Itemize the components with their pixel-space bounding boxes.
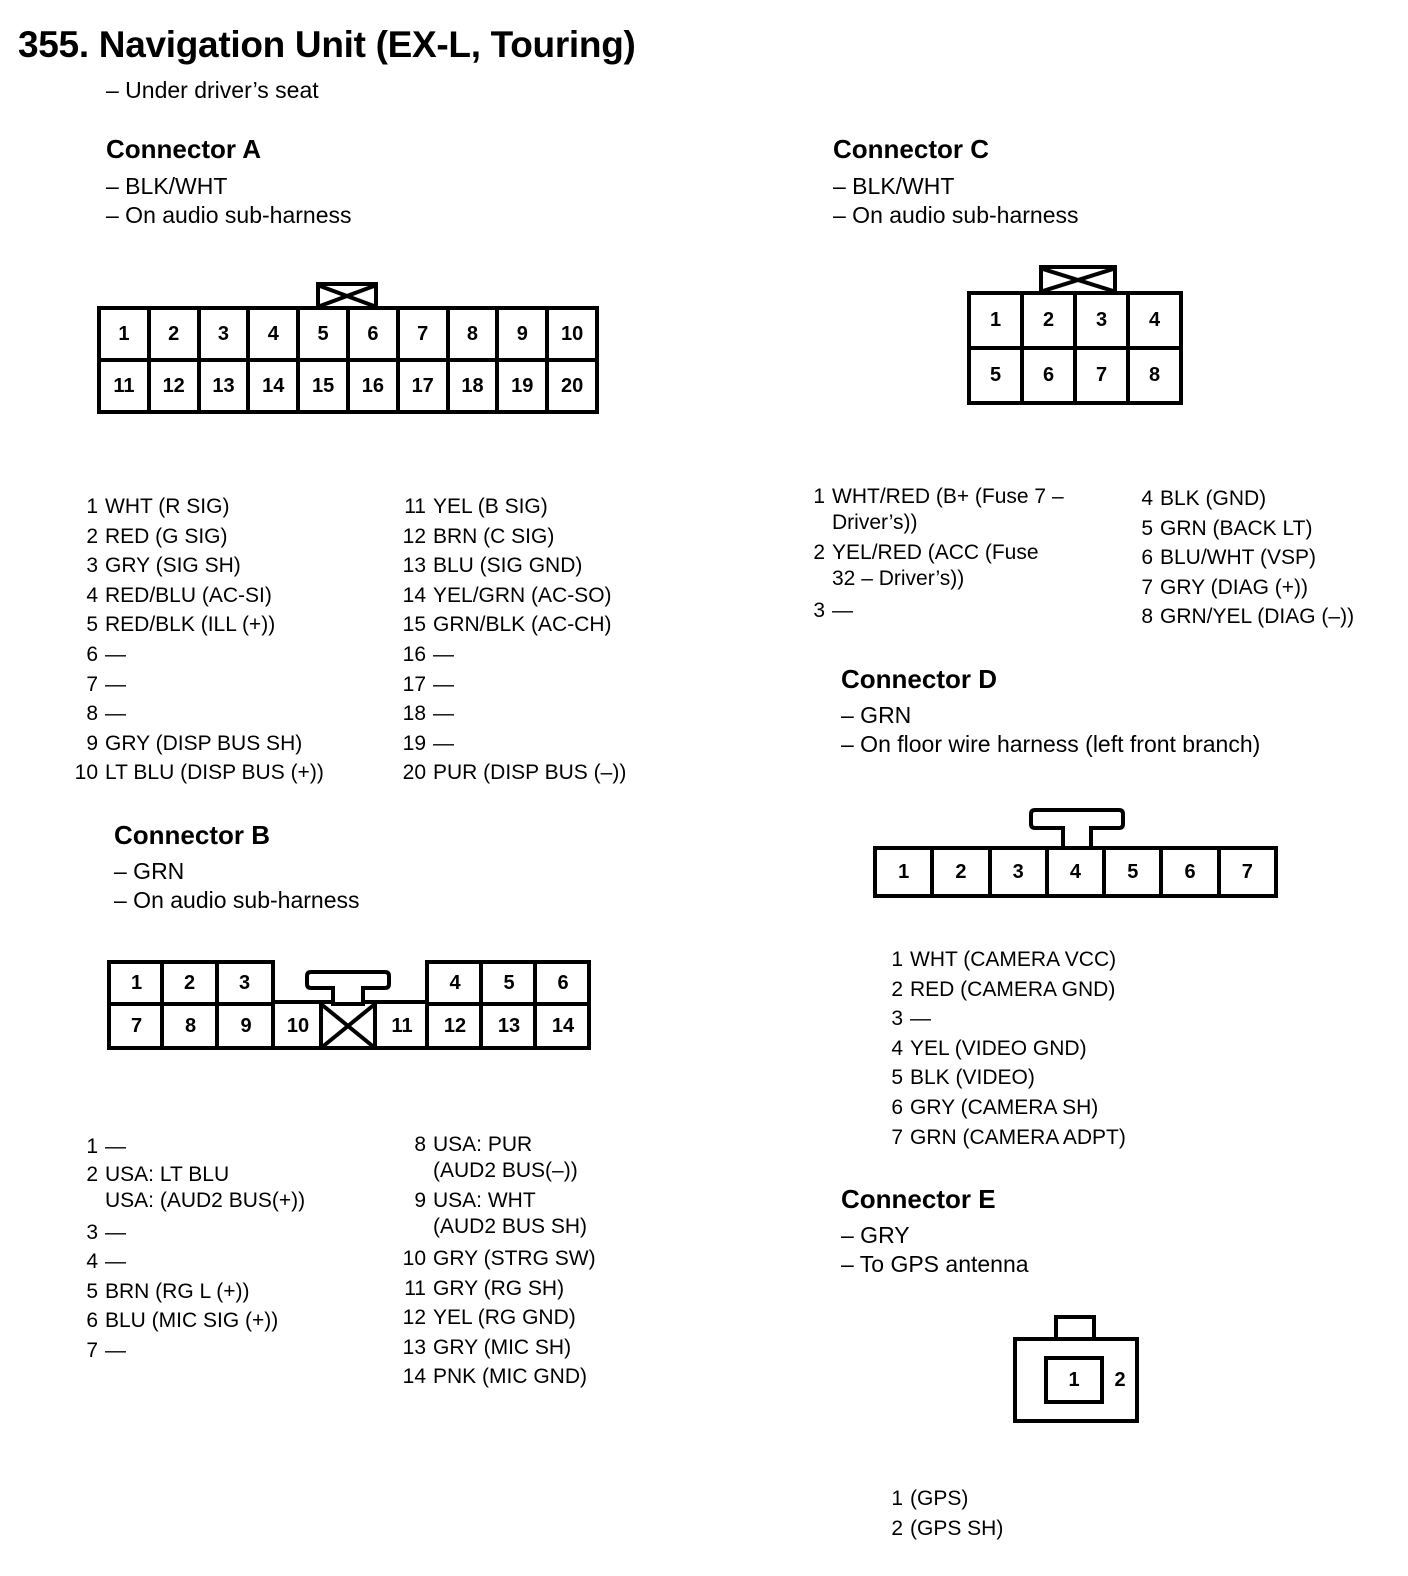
connector-a-pin: 16	[350, 362, 396, 410]
pin-list-row	[70, 729, 324, 759]
connector-b-pin: 12	[443, 1014, 467, 1037]
connector-b-title: Connector B	[114, 820, 270, 850]
pin-list-row	[398, 758, 626, 788]
pin-list-row	[398, 1333, 596, 1363]
pin-list-row	[1125, 602, 1354, 632]
connector-d-pin: 4	[1049, 850, 1102, 894]
connector-b-pin: 9	[240, 1014, 252, 1037]
pin-description: BRN (C SIG)	[433, 524, 555, 548]
pin-description: YEL/GRN (AC-SO)	[433, 583, 612, 607]
connector-a-pin: 15	[300, 362, 346, 410]
connector-b-pin: 11	[391, 1014, 413, 1037]
pin-number: 17	[402, 672, 426, 696]
pin-list-row	[1125, 573, 1354, 603]
pin-number: 14	[402, 1365, 426, 1389]
connector-d-pin: 7	[1221, 850, 1274, 894]
connector-b-color: – GRN	[114, 858, 185, 884]
connector-e-location: – To GPS antenna	[841, 1251, 1029, 1277]
pin-list-row	[398, 729, 626, 759]
pin-list-row	[70, 1336, 305, 1366]
pin-description: —	[832, 599, 853, 622]
connector-b-pin-list-left	[70, 1132, 305, 1366]
pin-description: —	[105, 1338, 126, 1362]
pin-number: 5	[86, 1279, 98, 1303]
pin-number: 3	[813, 599, 825, 622]
pin-number: 6	[86, 1309, 98, 1333]
pin-number: 5	[1141, 516, 1153, 540]
pin-description: GRY (CAMERA SH)	[910, 1095, 1099, 1119]
pin-description: —	[433, 642, 454, 666]
pin-list-row	[398, 551, 626, 581]
pin-description: PUR (DISP BUS (–))	[433, 761, 627, 785]
connector-d-location: – On floor wire harness (left front branch)	[841, 731, 1261, 757]
connector-b-pin: 2	[183, 971, 196, 994]
pin-number: 14	[402, 583, 426, 607]
pin-description: BLU (MIC SIG (+))	[105, 1309, 279, 1333]
pin-list-row	[70, 1247, 305, 1277]
connector-a-pin: 2	[151, 310, 197, 358]
connector-c-pin: 4	[1130, 295, 1179, 346]
pin-list-row	[797, 540, 1064, 592]
pin-number: 2	[891, 1516, 903, 1540]
pin-number: 11	[404, 1276, 426, 1300]
pin-number: 4	[891, 1036, 903, 1060]
pin-number: 6	[1141, 546, 1153, 570]
connector-c-pin: 8	[1130, 350, 1179, 401]
pin-description: USA: PUR (AUD2 BUS(–))	[433, 1133, 578, 1182]
pin-description: BLU (SIG GND)	[433, 554, 583, 578]
pin-list-row	[1125, 484, 1354, 514]
connector-b-pin: 7	[130, 1014, 143, 1037]
connector-a-pin: 5	[300, 310, 346, 358]
pin-number: 7	[891, 1125, 903, 1149]
pin-description: GRY (DISP BUS SH)	[105, 731, 303, 755]
pin-description: YEL (VIDEO GND)	[910, 1036, 1087, 1060]
pin-number: 2	[891, 977, 903, 1001]
connector-c-location: – On audio sub-harness	[833, 202, 1079, 228]
connector-b-pin: 1	[130, 971, 143, 994]
pin-number: 6	[891, 1095, 903, 1119]
pin-description: —	[433, 672, 454, 696]
connector-e-pin-1: 1	[1068, 1368, 1080, 1391]
pin-number: 9	[414, 1189, 426, 1212]
pin-description: YEL (B SIG)	[433, 495, 548, 518]
connector-c-pin-list-left	[797, 484, 1064, 626]
pin-description: GRY (DIAG (+))	[1160, 575, 1308, 599]
pin-number: 3	[86, 554, 98, 578]
pin-list-row	[875, 1484, 1003, 1514]
pin-description: BLK (VIDEO)	[910, 1066, 1035, 1090]
connector-a-color: – BLK/WHT	[106, 173, 228, 199]
connector-e-title: Connector E	[841, 1184, 996, 1214]
pin-list-row	[70, 640, 324, 670]
pin-description: RED (G SIG)	[105, 524, 228, 548]
pin-description: WHT (R SIG)	[105, 495, 230, 518]
connector-b-pin: 4	[449, 971, 461, 994]
pin-description: —	[105, 1135, 126, 1158]
pin-description: BRN (RG L (+))	[105, 1279, 250, 1303]
pin-number: 3	[891, 1007, 903, 1031]
pin-list-row	[398, 1274, 596, 1304]
pin-number: 2	[86, 1162, 98, 1186]
pin-description: —	[433, 731, 454, 755]
pin-description: RED (CAMERA GND)	[910, 977, 1116, 1001]
connector-c-pin: 2	[1024, 295, 1073, 346]
pin-description: —	[105, 702, 126, 726]
pin-number: 11	[404, 495, 426, 518]
pin-list-row	[398, 581, 626, 611]
connector-d-pin: 5	[1106, 850, 1159, 894]
pin-list-row	[398, 492, 626, 522]
connector-d-pin: 1	[877, 850, 930, 894]
pin-number: 8	[1141, 605, 1153, 629]
pin-list-row	[70, 1306, 305, 1336]
connector-a-pin: 14	[250, 362, 296, 410]
connector-c-pin-list-right	[1125, 484, 1354, 632]
pin-description: RED/BLU (AC-SI)	[105, 583, 272, 607]
pin-number: 13	[402, 1335, 426, 1359]
page-subtitle: – Under driver’s seat	[106, 77, 319, 103]
pin-list-row	[398, 1303, 596, 1333]
connector-a-pin: 18	[450, 362, 496, 410]
pin-list-row	[875, 945, 1126, 975]
pin-list-row	[398, 610, 626, 640]
pin-description: —	[105, 1220, 126, 1244]
connector-a-pin: 13	[201, 362, 247, 410]
pin-list-row	[875, 1004, 1126, 1034]
pin-number: 2	[813, 541, 825, 564]
pin-description: RED/BLK (ILL (+))	[105, 613, 276, 637]
connector-c-diagram	[967, 291, 1183, 405]
pin-description: —	[105, 1250, 126, 1274]
connector-c-title: Connector C	[833, 134, 989, 164]
pin-number: 12	[402, 524, 426, 548]
pin-description: —	[910, 1007, 931, 1031]
pin-number: 5	[86, 613, 98, 637]
pin-number: 3	[86, 1220, 98, 1244]
connector-a-pin-list-right	[398, 492, 626, 788]
pin-description: GRN (CAMERA ADPT)	[910, 1125, 1126, 1149]
pin-list-row	[1125, 543, 1354, 573]
pin-list-row	[398, 1244, 596, 1274]
pin-list-row	[875, 1514, 1003, 1544]
connector-b-diagram	[107, 960, 591, 1050]
connector-d-pin: 6	[1163, 850, 1216, 894]
pin-description: (GPS SH)	[910, 1516, 1004, 1540]
pin-number: 1	[86, 495, 98, 518]
pin-number: 1	[86, 1135, 98, 1158]
pin-description: LT BLU (DISP BUS (+))	[105, 761, 324, 785]
connector-a-pin: 12	[151, 362, 197, 410]
pin-list-row	[70, 758, 324, 788]
connector-a-pin: 8	[450, 310, 496, 358]
pin-description: PNK (MIC GND)	[433, 1365, 587, 1389]
pin-list-row	[70, 610, 324, 640]
pin-number: 4	[1141, 487, 1153, 510]
pin-number: 5	[891, 1066, 903, 1090]
pin-description: GRY (SIG SH)	[105, 554, 241, 578]
pin-description: BLK (GND)	[1160, 487, 1267, 510]
connector-a-pin-list-left	[70, 492, 324, 788]
pin-list-row	[70, 699, 324, 729]
connector-a-pin: 10	[549, 310, 595, 358]
pin-list-row	[875, 1123, 1126, 1153]
pin-description: GRN/YEL (DIAG (–))	[1160, 605, 1355, 629]
connector-b-pin: 5	[503, 971, 515, 994]
connector-a-pin: 20	[549, 362, 595, 410]
connector-c-pin: 1	[971, 295, 1020, 346]
pin-number: 7	[1141, 575, 1153, 599]
connector-a-diagram	[97, 306, 599, 414]
connector-a-pin: 7	[400, 310, 446, 358]
pin-number: 20	[402, 761, 426, 785]
pin-list-row	[875, 1034, 1126, 1064]
pin-list-row	[398, 699, 626, 729]
pin-number: 4	[86, 1250, 98, 1274]
pin-number: 10	[74, 761, 98, 785]
pin-number: 8	[414, 1133, 426, 1156]
connector-a-pin: 11	[101, 362, 147, 410]
pin-description: USA: WHT (AUD2 BUS SH)	[433, 1189, 588, 1238]
connector-b-pin: 14	[551, 1014, 575, 1037]
pin-list-row	[70, 581, 324, 611]
pin-list-row	[70, 1132, 305, 1162]
connector-e-color: – GRY	[841, 1222, 910, 1248]
pin-number: 19	[402, 731, 426, 755]
connector-a-pin: 1	[101, 310, 147, 358]
pin-number: 9	[86, 731, 98, 755]
connector-e-diagram	[1012, 1314, 1140, 1424]
pin-list-row	[70, 1277, 305, 1307]
pin-list-row	[70, 551, 324, 581]
pin-description: GRN (BACK LT)	[1160, 516, 1313, 540]
pin-description: GRY (RG SH)	[433, 1276, 565, 1300]
pin-list-row	[398, 670, 626, 700]
pin-number: 1	[813, 485, 825, 508]
pin-list-row	[797, 596, 1064, 626]
pin-description: BLU/WHT (VSP)	[1160, 546, 1316, 570]
connector-a-pin: 19	[499, 362, 545, 410]
pin-description: —	[105, 672, 126, 696]
pin-list-row	[875, 1093, 1126, 1123]
connector-a-pin: 6	[350, 310, 396, 358]
pin-description: GRY (STRG SW)	[433, 1247, 596, 1270]
pin-number: 2	[86, 524, 98, 548]
connector-c-pin: 5	[971, 350, 1020, 401]
connector-b-location: – On audio sub-harness	[114, 887, 360, 913]
pin-number: 6	[86, 642, 98, 666]
pin-number: 1	[891, 1487, 903, 1510]
pin-description: YEL/RED (ACC (Fuse 32 – Driver’s))	[832, 541, 1039, 590]
pin-number: 7	[86, 672, 98, 696]
pin-list-row	[70, 492, 324, 522]
pin-list-row	[797, 484, 1064, 536]
pin-number: 8	[86, 702, 98, 726]
connector-a-pin: 9	[499, 310, 545, 358]
pin-number: 16	[402, 642, 426, 666]
pin-description: (GPS)	[910, 1487, 969, 1510]
pin-description: GRY (MIC SH)	[433, 1335, 572, 1359]
connector-a-location: – On audio sub-harness	[106, 202, 352, 228]
pin-number: 1	[891, 948, 903, 971]
pin-list-row	[1125, 514, 1354, 544]
pin-list-row	[398, 522, 626, 552]
connector-d-color: – GRN	[841, 702, 912, 728]
connector-d-diagram	[873, 846, 1278, 898]
connector-b-pin: 8	[184, 1014, 197, 1037]
connector-c-pin: 7	[1077, 350, 1126, 401]
connector-b-pin: 6	[557, 971, 569, 994]
pin-list-row	[398, 1132, 596, 1184]
connector-c-pin: 6	[1024, 350, 1073, 401]
pin-number: 13	[402, 554, 426, 578]
connector-e-pin-2: 2	[1114, 1368, 1126, 1391]
pin-description: —	[433, 702, 454, 726]
pin-number: 10	[402, 1247, 426, 1270]
connector-a-pin: 3	[201, 310, 247, 358]
pin-number: 7	[86, 1338, 98, 1362]
pin-number: 18	[402, 702, 426, 726]
page-title: 355. Navigation Unit (EX-L, Touring)	[18, 24, 636, 65]
connector-b-pin-list-right	[398, 1132, 596, 1392]
connector-d-pin: 3	[992, 850, 1045, 894]
pin-list-row	[70, 522, 324, 552]
connector-d-title: Connector D	[841, 664, 997, 694]
pin-list-row	[70, 1162, 305, 1214]
connector-c-color: – BLK/WHT	[833, 173, 955, 199]
connector-d-pin-list	[875, 945, 1126, 1152]
connector-c-pin: 3	[1077, 295, 1126, 346]
pin-list-row	[398, 1362, 596, 1392]
pin-number: 12	[402, 1306, 426, 1330]
pin-description: YEL (RG GND)	[433, 1306, 576, 1330]
pin-number: 15	[402, 613, 426, 637]
pin-list-row	[398, 1188, 596, 1240]
pin-description: USA: LT BLU USA: (AUD2 BUS(+))	[105, 1162, 306, 1212]
pin-description: —	[105, 642, 126, 666]
connector-b-pin: 13	[497, 1014, 521, 1037]
connector-d-pin: 2	[934, 850, 987, 894]
pin-list-row	[875, 1063, 1126, 1093]
pin-list-row	[70, 670, 324, 700]
pin-description: WHT/RED (B+ (Fuse 7 – Driver’s))	[832, 485, 1064, 534]
connector-e-pin-list	[875, 1484, 1003, 1543]
connector-b-pin-labels	[107, 960, 591, 1050]
connector-a-pin: 4	[250, 310, 296, 358]
pin-list-row	[70, 1218, 305, 1248]
pin-list-row	[398, 640, 626, 670]
pin-list-row	[875, 975, 1126, 1005]
connector-b-pin: 3	[238, 971, 251, 994]
connector-b-pin: 10	[286, 1014, 310, 1037]
pin-description: GRN/BLK (AC-CH)	[433, 613, 612, 637]
pin-description: WHT (CAMERA VCC)	[910, 948, 1117, 971]
pin-number: 4	[86, 583, 98, 607]
connector-a-title: Connector A	[106, 134, 262, 164]
connector-a-pin: 17	[400, 362, 446, 410]
